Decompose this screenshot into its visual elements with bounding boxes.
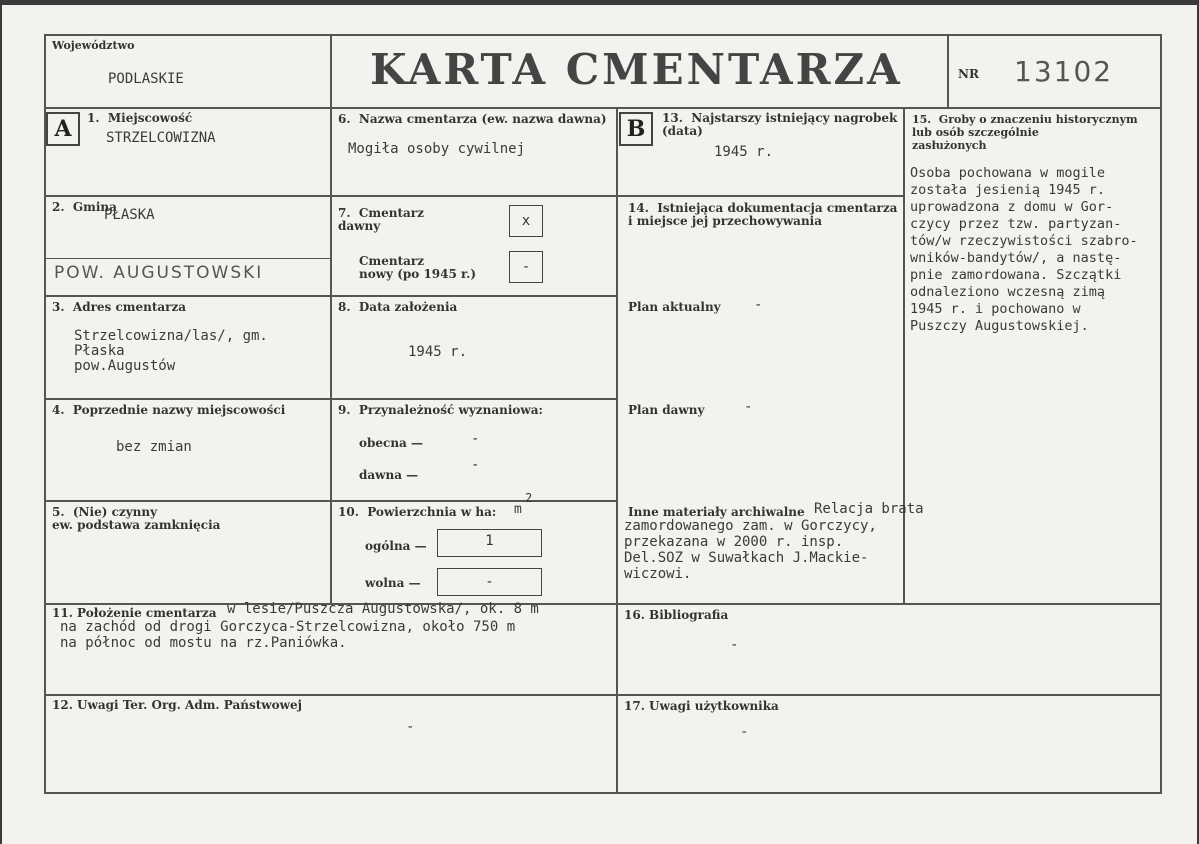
field-2-label: 2. Gmina (52, 200, 117, 214)
field-11-value-rest: na zachód od drogi Gorczyca-Strzelcowizna, około 750 m na północ od mostu na rz.Paniówka. (60, 619, 516, 651)
grid-line (44, 694, 1162, 696)
plan-current-label: Plan aktualny (628, 300, 721, 314)
archival-label: Inne materiały archiwalne (628, 505, 805, 519)
field-9-former-label: dawna — (359, 468, 419, 482)
field-9-former-value: - (471, 457, 480, 473)
cemetery-new-checkbox: - (509, 251, 543, 283)
field-10-total-box: 1 (437, 529, 542, 557)
field-17-value: - (740, 724, 749, 740)
grid-line (44, 107, 1162, 109)
field-10-free-box: - (437, 568, 542, 596)
grid-line (616, 603, 618, 794)
section-b-marker: B (619, 112, 653, 146)
nr-label: NR (958, 67, 979, 81)
field-1-label: 1. Miejscowość (87, 111, 193, 125)
field-1-value: STRZELCOWIZNA (106, 130, 216, 146)
field-10-total-label: ogólna — (365, 539, 427, 553)
cemetery-old-checkbox: x (509, 205, 543, 237)
field-4-value: bez zmian (116, 439, 192, 455)
field-2-value: PŁASKA (104, 207, 155, 223)
field-3-value: Strzelcowizna/las/, gm. Płaska pow.Augustów (74, 328, 268, 374)
field-6-label: 6. Nazwa cmentarza (ew. nazwa dawna) (338, 112, 607, 126)
grid-line (1160, 34, 1162, 794)
plan-old-label: Plan dawny (628, 403, 705, 417)
field-10-unit-superscript: 2 (525, 491, 533, 505)
field-12-value: - (406, 719, 415, 735)
field-7-old-label: 7. Cmentarz dawny (338, 206, 424, 233)
grid-line (616, 107, 618, 603)
field-11-label: 11. Położenie cmentarza (52, 606, 217, 620)
field-4-label: 4. Poprzednie nazwy miejscowości (52, 403, 286, 417)
archival-value-rest: zamordowanego zam. w Gorczycy, przekazana w 2000 r. insp. Del.SOZ w Suwałkach J.Mackie- wiczowi. (624, 518, 877, 582)
field-2-powiat: POW. AUGUSTOWSKI (54, 263, 264, 283)
field-9-current-value: - (471, 431, 480, 447)
field-9-label: 9. Przynależność wyznaniowa: (338, 403, 543, 417)
field-8-value: 1945 r. (408, 344, 468, 360)
grid-line (44, 792, 1162, 794)
field-17-label: 17. Uwagi użytkownika (624, 699, 779, 713)
grid-line (44, 34, 1162, 36)
nr-value: 13102 (1014, 55, 1114, 88)
field-6-value: Mogiła osoby cywilnej (348, 141, 526, 157)
field-10-unit: m (514, 502, 522, 517)
grid-line (44, 34, 46, 794)
grid-line (618, 195, 904, 197)
field-9-current-label: obecna — (359, 436, 424, 450)
field-10-label: 10. Powierzchnia w ha: (338, 505, 497, 519)
field-5-label: 5. (Nie) czynny ew. podstawa zamknięcia (52, 505, 221, 532)
cemetery-card (2, 5, 1197, 844)
field-13-value: 1945 r. (714, 144, 774, 160)
field-11-value-first: w lesie/Puszcza Augustowska/, ok. 8 m (227, 601, 539, 617)
field-15-label: 15. Groby o znaczeniu historycznym lub osób szczególnie zasłużonych (912, 113, 1138, 152)
voivodeship-value: PODLASKIE (108, 71, 184, 87)
card-title: KARTA CMENTARZA (370, 45, 903, 94)
field-10-free-label: wolna — (365, 576, 421, 590)
field-16-value: - (730, 637, 739, 653)
plan-old-value: - (744, 399, 753, 415)
field-7-new-label: Cmentarz nowy (po 1945 r.) (359, 254, 477, 281)
field-8-label: 8. Data założenia (338, 300, 458, 314)
section-a-marker: A (46, 112, 80, 146)
grid-line (44, 603, 1162, 605)
grid-line (44, 258, 330, 259)
voivodeship-label: Województwo (52, 39, 135, 52)
field-3-label: 3. Adres cmentarza (52, 300, 187, 314)
archival-value-first: Relacja brata (814, 501, 924, 517)
grid-line (903, 107, 905, 603)
field-16-label: 16. Bibliografia (624, 608, 729, 622)
plan-current-value: - (754, 297, 763, 313)
grid-line (330, 34, 332, 603)
grid-line (947, 34, 949, 107)
field-14-label: 14. Istniejąca dokumentacja cmentarza i miejsce jej przechowywania (628, 201, 898, 228)
field-12-label: 12. Uwagi Ter. Org. Adm. Państwowej (52, 698, 302, 712)
field-15-value: Osoba pochowana w mogile została jesienią 1945 r. uprowadzona z domu w Gor- czycy przez tzw. partyzan- tów/w rzeczywistości szabro- wników-bandytów/, a nastę- pnie zamordowana. Szczątki odnaleziono wczesną zimą 1945 r. i pochowano w Puszczy Augustowskiej. (910, 165, 1138, 334)
field-13-label: 13. Najstarszy istniejący nagrobek (data) (662, 111, 898, 138)
